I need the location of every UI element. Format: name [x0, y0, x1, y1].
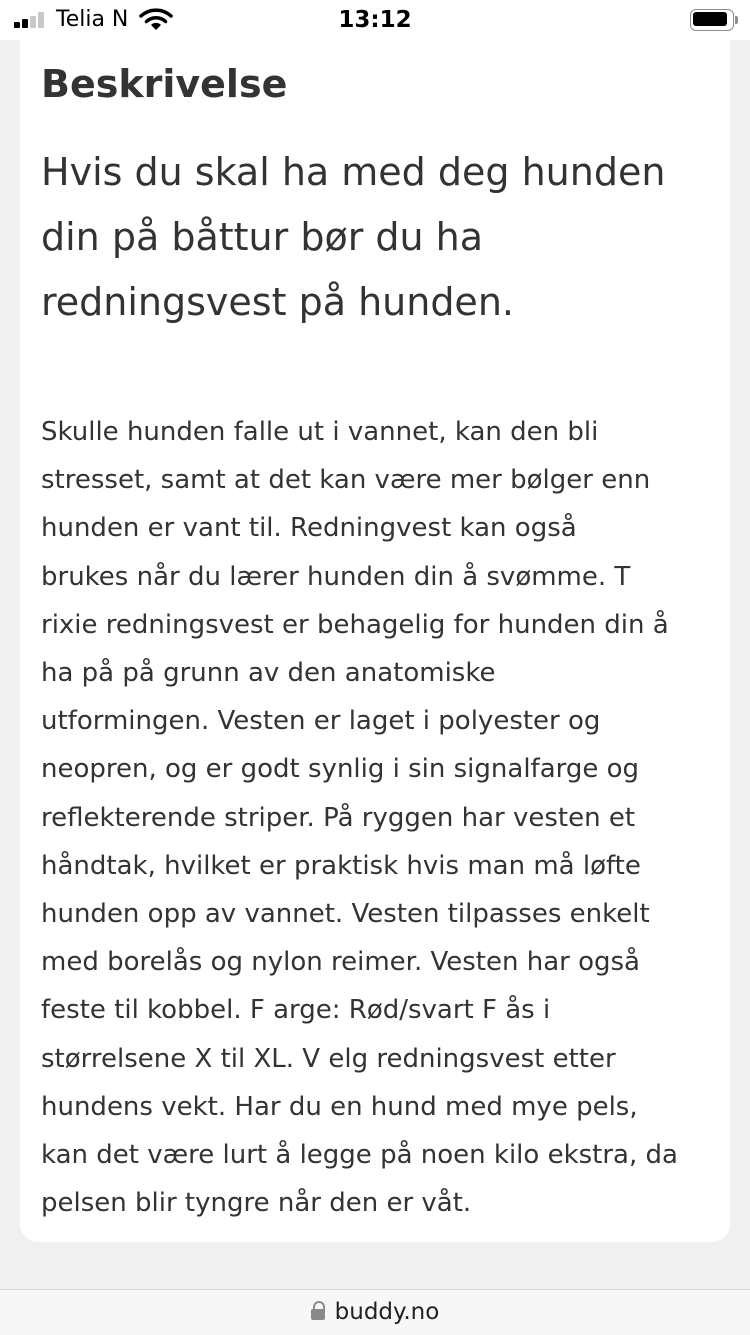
body-line: hunden opp av vannet. Vesten tilpasses enkelt [41, 899, 650, 930]
lead-line: din på båttur bør du ha [41, 215, 484, 259]
address-bar-content[interactable] [0, 1298, 750, 1326]
body-line: pelsen blir tyngre når den er våt. [41, 1188, 472, 1219]
lock-body [311, 1309, 325, 1320]
carrier-name: Telia N [56, 7, 129, 32]
battery-cap [735, 16, 738, 24]
body-line: håndtak, hvilket er praktisk hvis man må løfte [41, 850, 641, 881]
lead-line: Hvis du skal ha med deg hunden [41, 150, 666, 194]
lead-paragraph [41, 140, 711, 335]
body-line: rixie redningsvest er behagelig for hunden din å [41, 609, 669, 640]
body-line: ha på på grunn av den anatomiske [41, 658, 496, 689]
url-domain[interactable]: buddy.no [334, 1299, 440, 1325]
status-time: 13:12 [338, 7, 412, 33]
body-line: reflekterende striper. På ryggen har vesten et [41, 802, 636, 833]
lead-line: redningsvest på hunden. [41, 280, 514, 324]
status-bar [0, 0, 750, 40]
body-line: Skulle hunden falle ut i vannet, kan den bli [41, 417, 599, 447]
body-line: brukes når du lærer hunden din å svømme. T [41, 561, 631, 592]
lock-icon [311, 1301, 325, 1321]
body-line: feste til kobbel. F arge: Rød/svart F ås i [41, 995, 551, 1026]
body-line: stresset, samt at det kan være mer bølger enn [41, 465, 651, 496]
body-line: utformingen. Vesten er laget i polyester og [41, 706, 601, 737]
body-paragraph [41, 408, 721, 1227]
address-bar[interactable] [0, 1289, 750, 1335]
body-line: størrelsene X til XL. V elg redningsvest etter [41, 1043, 616, 1074]
body-line: med borelås og nylon reimer. Vesten har også [41, 947, 640, 978]
body-line: neopren, og er godt synlig i sin signalfarge og [41, 754, 640, 785]
body-line: hunden er vant til. Redningvest kan også [41, 513, 577, 544]
section-heading: Beskrivelse [41, 62, 288, 106]
body-line: hundens vekt. Har du en hund med mye pels, [41, 1091, 638, 1122]
battery-level [693, 12, 727, 26]
battery-icon [690, 9, 740, 31]
body-line: kan det være lurt å legge på noen kilo ekstra, da [41, 1140, 678, 1171]
description-card [20, 40, 730, 1242]
